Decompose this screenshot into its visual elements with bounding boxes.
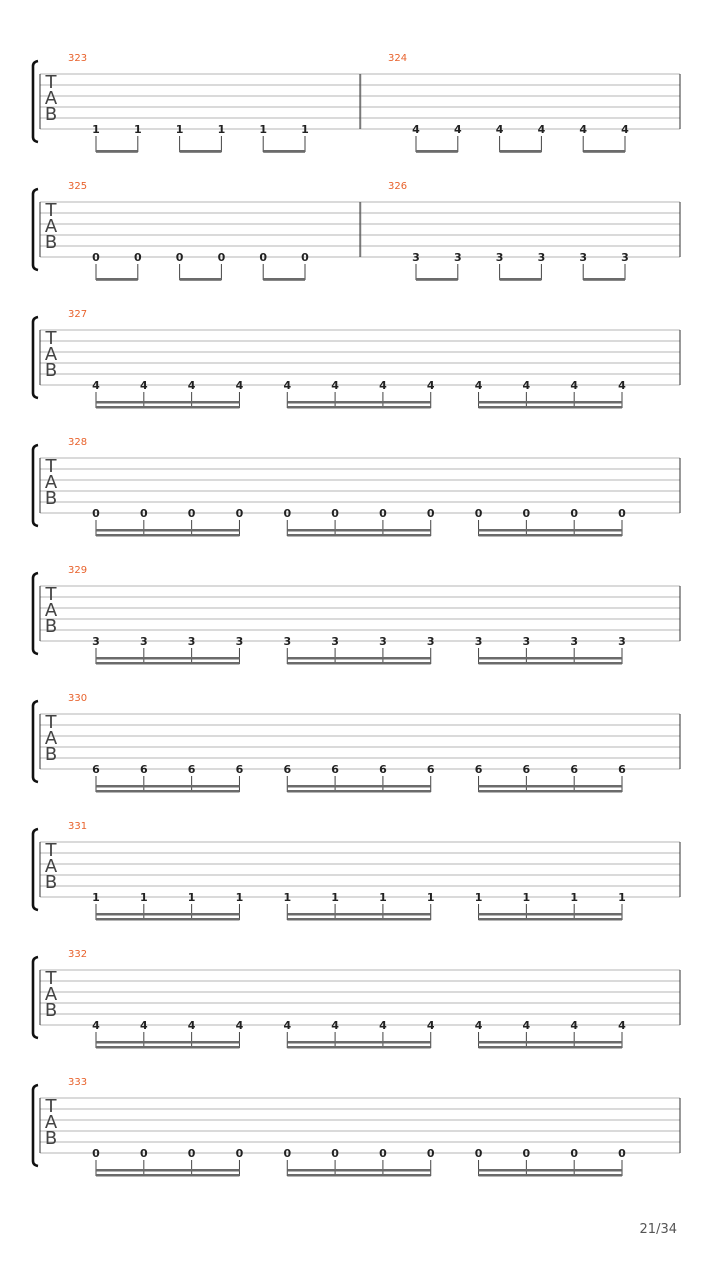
fret-number: 3 (453, 251, 462, 264)
tab-clef-letter: A (44, 856, 58, 877)
fret-number: 4 (187, 1019, 196, 1032)
beam-secondary (479, 790, 622, 793)
tab-clef-letter: B (44, 104, 58, 125)
fret-number: 1 (522, 891, 531, 904)
system-bracket (33, 573, 38, 654)
fret-number: 0 (379, 507, 387, 520)
tab-clef-letter: B (44, 1128, 58, 1149)
beam-primary (96, 785, 239, 788)
tab-clef-letter: A (44, 984, 58, 1005)
fret-number: 0 (139, 507, 148, 520)
fret-number: 4 (579, 123, 588, 136)
beam-primary (287, 1041, 430, 1044)
measure-number: 324 (388, 53, 408, 64)
tab-clef-letter: A (44, 344, 58, 365)
tab-system (33, 53, 680, 153)
fret-number: 1 (217, 123, 226, 136)
measure-number: 332 (68, 949, 88, 960)
beam-secondary (96, 790, 239, 793)
tab-clef-letter: T (45, 328, 57, 349)
fret-number: 3 (621, 251, 629, 264)
fret-number: 0 (217, 251, 226, 264)
beam-primary (416, 278, 458, 281)
beam-primary (96, 529, 239, 532)
tab-clef-letter: T (45, 968, 57, 989)
fret-number: 0 (522, 1147, 531, 1160)
fret-number: 0 (175, 251, 184, 264)
fret-number: 3 (235, 635, 244, 648)
fret-number: 4 (618, 379, 626, 392)
fret-number: 1 (259, 123, 268, 136)
fret-number: 0 (283, 507, 292, 520)
beam-secondary (287, 662, 430, 665)
measure-number: 323 (68, 53, 88, 64)
beam-secondary (479, 406, 622, 409)
fret-number: 1 (92, 891, 100, 904)
fret-number: 4 (187, 379, 196, 392)
tab-clef-letter: B (44, 872, 58, 893)
fret-number: 1 (139, 891, 148, 904)
beam-primary (180, 150, 222, 153)
fret-number: 6 (570, 763, 579, 776)
fret-number: 1 (301, 123, 309, 136)
tab-clef-letter: A (44, 216, 58, 237)
beam-secondary (287, 918, 430, 921)
tab-clef-letter: T (45, 72, 57, 93)
tab-clef-letter: T (45, 584, 57, 605)
fret-number: 6 (139, 763, 148, 776)
measure-number: 331 (68, 821, 88, 832)
fret-number: 3 (474, 635, 483, 648)
beam-secondary (479, 534, 622, 537)
fret-number: 4 (235, 379, 244, 392)
tab-clef-letter: T (45, 712, 57, 733)
beam-primary (583, 150, 625, 153)
fret-number: 6 (283, 763, 292, 776)
beam-primary (479, 1169, 622, 1172)
tab-system (33, 821, 680, 921)
fret-number: 0 (331, 507, 339, 520)
beam-secondary (287, 790, 430, 793)
beam-primary (416, 150, 458, 153)
fret-number: 4 (621, 123, 629, 136)
beam-secondary (96, 918, 239, 921)
fret-number: 1 (618, 891, 626, 904)
beam-primary (96, 913, 239, 916)
beam-primary (263, 278, 305, 281)
fret-number: 0 (570, 507, 579, 520)
fret-number: 3 (331, 635, 339, 648)
system-bracket (33, 829, 38, 910)
tab-system (33, 181, 680, 281)
fret-number: 4 (537, 123, 546, 136)
beam-primary (287, 1169, 430, 1172)
fret-number: 3 (283, 635, 292, 648)
beam-secondary (287, 406, 430, 409)
fret-number: 4 (139, 1019, 148, 1032)
tab-clef-letter: A (44, 728, 58, 749)
fret-number: 4 (474, 379, 483, 392)
fret-number: 3 (495, 251, 504, 264)
beam-secondary (479, 1174, 622, 1177)
fret-number: 0 (331, 1147, 339, 1160)
fret-number: 0 (426, 1147, 435, 1160)
fret-number: 0 (92, 1147, 100, 1160)
fret-number: 0 (301, 251, 309, 264)
fret-number: 6 (618, 763, 626, 776)
fret-number: 1 (175, 123, 184, 136)
tab-clef-letter: T (45, 1096, 57, 1117)
tab-system (33, 309, 680, 409)
fret-number: 1 (187, 891, 196, 904)
beam-secondary (96, 1046, 239, 1049)
beam-primary (180, 278, 222, 281)
fret-number: 4 (522, 379, 531, 392)
system-bracket (33, 317, 38, 398)
fret-number: 0 (235, 1147, 244, 1160)
system-bracket (33, 61, 38, 142)
beam-secondary (96, 406, 239, 409)
fret-number: 4 (453, 123, 462, 136)
tab-clef-letter: T (45, 456, 57, 477)
fret-number: 1 (283, 891, 292, 904)
fret-number: 3 (426, 635, 435, 648)
fret-number: 6 (426, 763, 435, 776)
fret-number: 3 (618, 635, 626, 648)
fret-number: 3 (522, 635, 531, 648)
beam-primary (287, 401, 430, 404)
beam-secondary (96, 534, 239, 537)
beam-primary (500, 150, 542, 153)
measure-number: 326 (388, 181, 408, 192)
fret-number: 0 (187, 1147, 196, 1160)
fret-number: 1 (235, 891, 244, 904)
beam-secondary (479, 662, 622, 665)
fret-number: 1 (570, 891, 579, 904)
tab-system (33, 1077, 680, 1177)
fret-number: 6 (235, 763, 244, 776)
system-bracket (33, 189, 38, 270)
fret-number: 4 (474, 1019, 483, 1032)
fret-number: 6 (474, 763, 483, 776)
beam-primary (287, 785, 430, 788)
beam-primary (96, 1041, 239, 1044)
fret-number: 6 (522, 763, 531, 776)
fret-number: 0 (522, 507, 531, 520)
fret-number: 4 (283, 379, 292, 392)
beam-primary (287, 657, 430, 660)
measure-number: 325 (68, 181, 88, 192)
fret-number: 4 (426, 1019, 435, 1032)
fret-number: 4 (495, 123, 504, 136)
measure-number: 330 (68, 693, 88, 704)
tab-system (33, 565, 680, 665)
fret-number: 0 (474, 507, 483, 520)
fret-number: 4 (283, 1019, 292, 1032)
fret-number: 0 (379, 1147, 387, 1160)
tab-clef-letter: A (44, 88, 58, 109)
system-bracket (33, 957, 38, 1038)
fret-number: 4 (92, 1019, 100, 1032)
system-bracket (33, 1085, 38, 1166)
fret-number: 0 (259, 251, 268, 264)
system-bracket (33, 445, 38, 526)
fret-number: 4 (412, 123, 420, 136)
tab-clef-letter: B (44, 616, 58, 637)
measure-number: 333 (68, 1077, 88, 1088)
beam-secondary (479, 1046, 622, 1049)
beam-secondary (96, 1174, 239, 1177)
fret-number: 1 (133, 123, 142, 136)
fret-number: 4 (331, 1019, 339, 1032)
beam-primary (96, 150, 138, 153)
fret-number: 3 (579, 251, 588, 264)
beam-primary (479, 785, 622, 788)
fret-number: 0 (618, 1147, 626, 1160)
fret-number: 0 (474, 1147, 483, 1160)
fret-number: 1 (331, 891, 339, 904)
beam-primary (479, 401, 622, 404)
tab-clef-letter: B (44, 232, 58, 253)
fret-number: 0 (187, 507, 196, 520)
measure-number: 329 (68, 565, 88, 576)
fret-number: 1 (426, 891, 435, 904)
beam-primary (479, 529, 622, 532)
page-number: 21/34 (639, 1222, 677, 1237)
fret-number: 4 (92, 379, 100, 392)
beam-primary (96, 401, 239, 404)
tab-clef-letter: T (45, 840, 57, 861)
fret-number: 0 (426, 507, 435, 520)
system-bracket (33, 701, 38, 782)
fret-number: 4 (379, 1019, 387, 1032)
tab-system (33, 949, 680, 1049)
fret-number: 1 (379, 891, 387, 904)
beam-primary (96, 1169, 239, 1172)
fret-number: 4 (235, 1019, 244, 1032)
beam-primary (583, 278, 625, 281)
beam-primary (287, 529, 430, 532)
tab-clef-letter: A (44, 472, 58, 493)
tab-clef-letter: B (44, 488, 58, 509)
beam-primary (263, 150, 305, 153)
fret-number: 6 (187, 763, 196, 776)
fret-number: 1 (474, 891, 483, 904)
fret-number: 4 (426, 379, 435, 392)
fret-number: 6 (331, 763, 339, 776)
fret-number: 0 (283, 1147, 292, 1160)
beam-primary (96, 278, 138, 281)
fret-number: 6 (379, 763, 387, 776)
tab-clef-letter: A (44, 600, 58, 621)
beam-secondary (287, 534, 430, 537)
fret-number: 0 (92, 507, 100, 520)
fret-number: 4 (570, 379, 579, 392)
fret-number: 3 (412, 251, 420, 264)
beam-secondary (287, 1046, 430, 1049)
fret-number: 4 (331, 379, 339, 392)
measure-number: 327 (68, 309, 88, 320)
fret-number: 0 (92, 251, 100, 264)
fret-number: 0 (570, 1147, 579, 1160)
fret-number: 3 (537, 251, 546, 264)
fret-number: 3 (92, 635, 100, 648)
beam-primary (287, 913, 430, 916)
fret-number: 0 (133, 251, 142, 264)
tab-clef-letter: A (44, 1112, 58, 1133)
fret-number: 4 (522, 1019, 531, 1032)
beam-primary (96, 657, 239, 660)
beam-primary (479, 1041, 622, 1044)
fret-number: 0 (618, 507, 626, 520)
measure-number: 328 (68, 437, 88, 448)
fret-number: 1 (92, 123, 100, 136)
beam-secondary (96, 662, 239, 665)
fret-number: 4 (618, 1019, 626, 1032)
fret-number: 4 (139, 379, 148, 392)
beam-primary (479, 913, 622, 916)
tab-system (33, 437, 680, 537)
tab-clef-letter: T (45, 200, 57, 221)
tab-clef-letter: B (44, 360, 58, 381)
fret-number: 3 (379, 635, 387, 648)
beam-secondary (479, 918, 622, 921)
fret-number: 4 (379, 379, 387, 392)
beam-primary (500, 278, 542, 281)
fret-number: 4 (570, 1019, 579, 1032)
fret-number: 3 (187, 635, 196, 648)
tab-clef-letter: B (44, 1000, 58, 1021)
tab-clef-letter: B (44, 744, 58, 765)
fret-number: 0 (235, 507, 244, 520)
fret-number: 6 (92, 763, 100, 776)
fret-number: 0 (139, 1147, 148, 1160)
fret-number: 3 (139, 635, 148, 648)
beam-secondary (287, 1174, 430, 1177)
fret-number: 3 (570, 635, 579, 648)
beam-primary (479, 657, 622, 660)
tab-system (33, 693, 680, 793)
